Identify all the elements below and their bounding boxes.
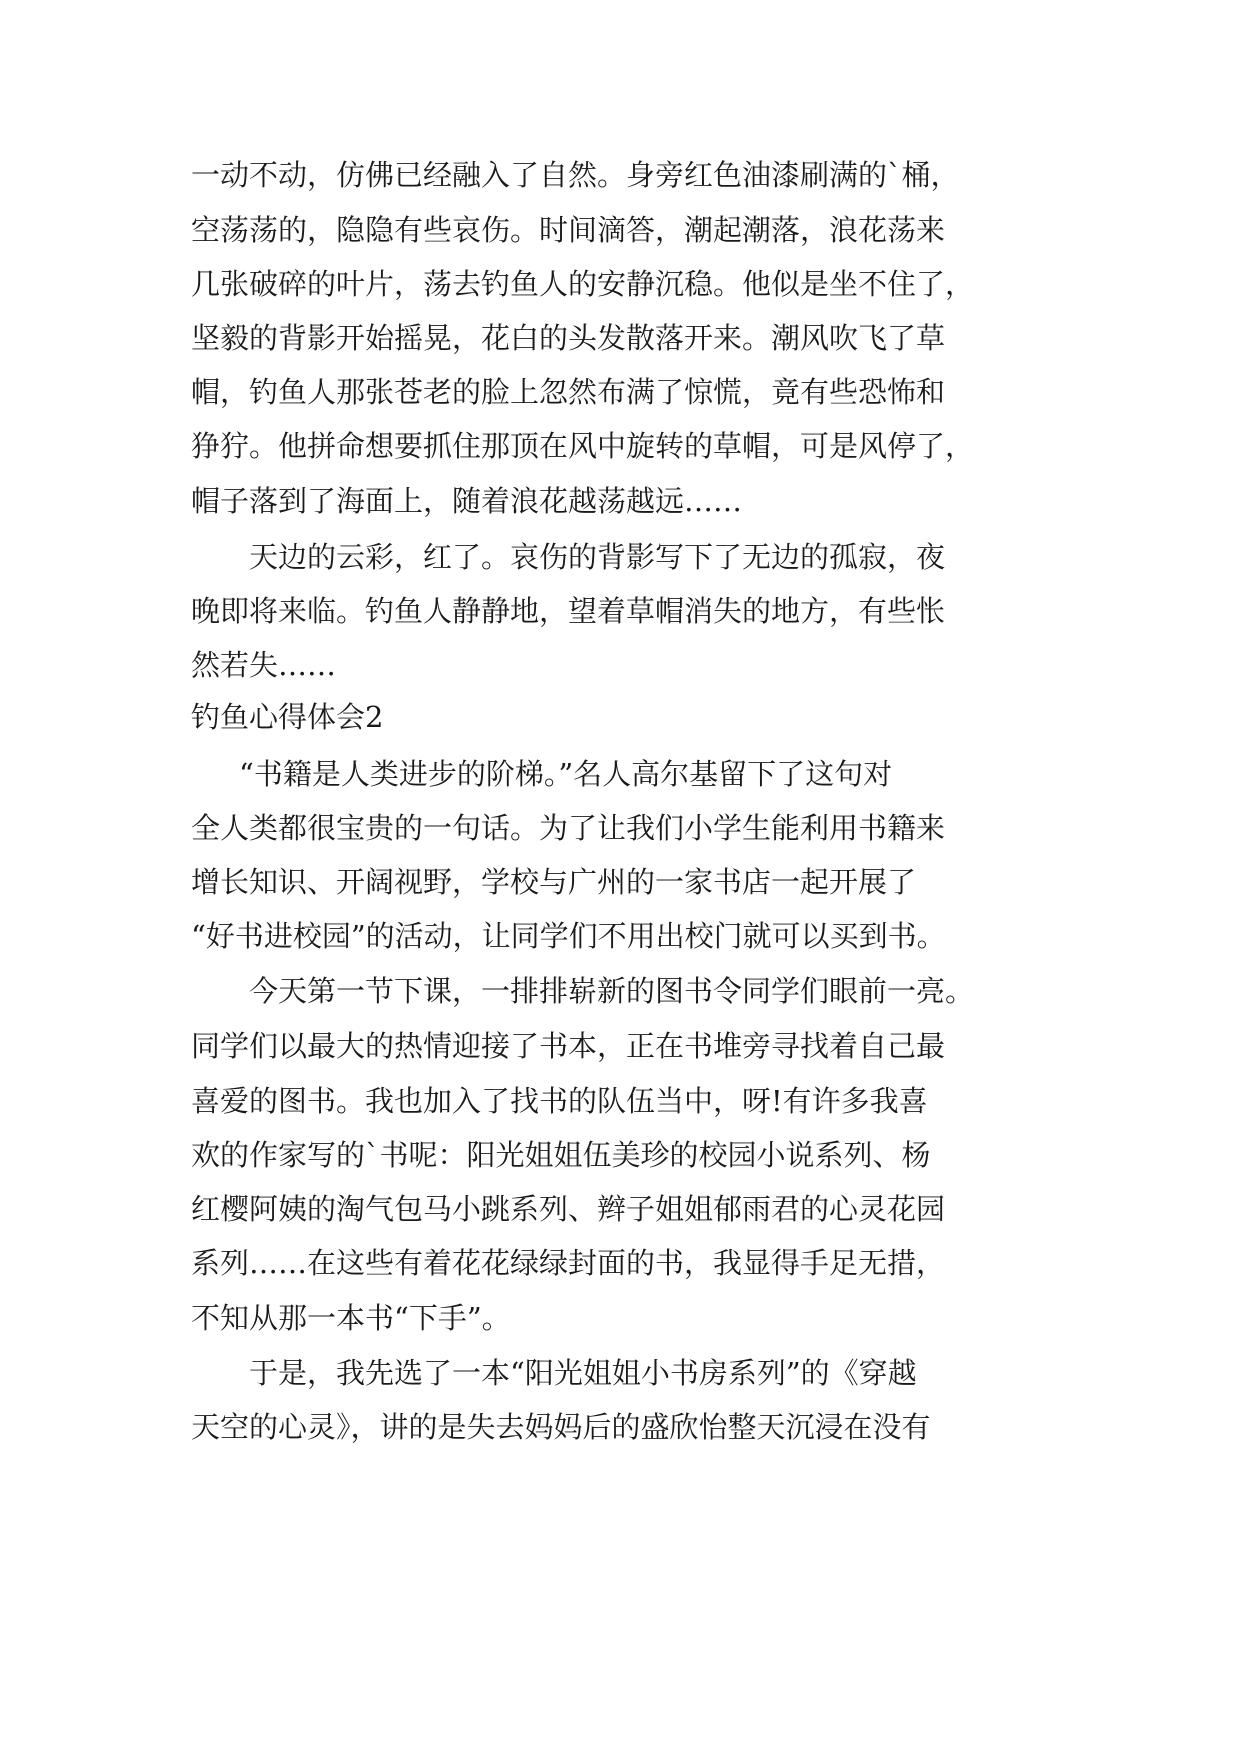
paragraph-line: 晚即将来临。钓鱼人静静地，望着草帽消失的地方，有些怅 bbox=[191, 594, 946, 628]
paragraph-line: 同学们以最大的热情迎接了书本，正在书堆旁寻找着自己最 bbox=[191, 1029, 946, 1063]
section-heading: 钓鱼心得体会2 bbox=[191, 700, 384, 734]
paragraph-line: 空荡荡的，隐隐有些哀伤。时间滴答，潮起潮落，浪花荡来 bbox=[191, 213, 946, 247]
paragraph-line: 增长知识、开阔视野，学校与广州的一家书店一起开展了 bbox=[191, 865, 917, 899]
paragraph-line: 全人类都很宝贵的一句话。为了让我们小学生能利用书籍来 bbox=[191, 811, 946, 845]
paragraph-line: 一动不动，仿佛已经融入了自然。身旁红色油漆刷满的`桶， bbox=[191, 158, 960, 192]
paragraph-line: 坚毅的背影开始摇晃，花白的头发散落开来。潮风吹飞了草 bbox=[191, 321, 946, 355]
paragraph-line: 系列……在这些有着花花绿绿封面的书，我显得手足无措， bbox=[191, 1246, 946, 1280]
paragraph-line: 天边的云彩，红了。哀伤的背影写下了无边的孤寂，夜 bbox=[249, 540, 946, 574]
paragraph-line: 几张破碎的叶片，荡去钓鱼人的安静沉稳。他似是坐不住了， bbox=[191, 267, 975, 301]
paragraph-line: “书籍是人类进步的阶梯。”名人高尔基留下了这句对 bbox=[239, 757, 893, 791]
paragraph-line: 于是，我先选了一本“阳光姐姐小书房系列”的《穿越 bbox=[249, 1356, 917, 1390]
paragraph-line: 今天第一节下课，一排排崭新的图书令同学们眼前一亮。 bbox=[249, 974, 975, 1008]
paragraph-line: 红樱阿姨的淘气包马小跳系列、辫子姐姐郁雨君的心灵花园 bbox=[191, 1192, 946, 1226]
paragraph-line: 帽子落到了海面上，随着浪花越荡越远…… bbox=[191, 484, 743, 518]
paragraph-line: 狰狞。他拼命想要抓住那顶在风中旋转的草帽，可是风停了， bbox=[191, 429, 975, 463]
paragraph-line: 天空的心灵》，讲的是失去妈妈后的盛欣怡整天沉浸在没有 bbox=[191, 1410, 931, 1444]
paragraph-line: 欢的作家写的`书呢：阳光姐姐伍美珍的校园小说系列、杨 bbox=[191, 1138, 931, 1172]
paragraph-line: 喜爱的图书。我也加入了找书的队伍当中，呀!有许多我喜 bbox=[191, 1084, 928, 1118]
paragraph-line: “好书进校园”的活动，让同学们不用出校门就可以买到书。 bbox=[191, 919, 946, 953]
paragraph-line: 然若失…… bbox=[191, 648, 337, 682]
paragraph-line: 帽，钓鱼人那张苍老的脸上忽然布满了惊慌，竟有些恐怖和 bbox=[191, 375, 946, 409]
paragraph-line: 不知从那一本书“下手”。 bbox=[191, 1301, 511, 1335]
